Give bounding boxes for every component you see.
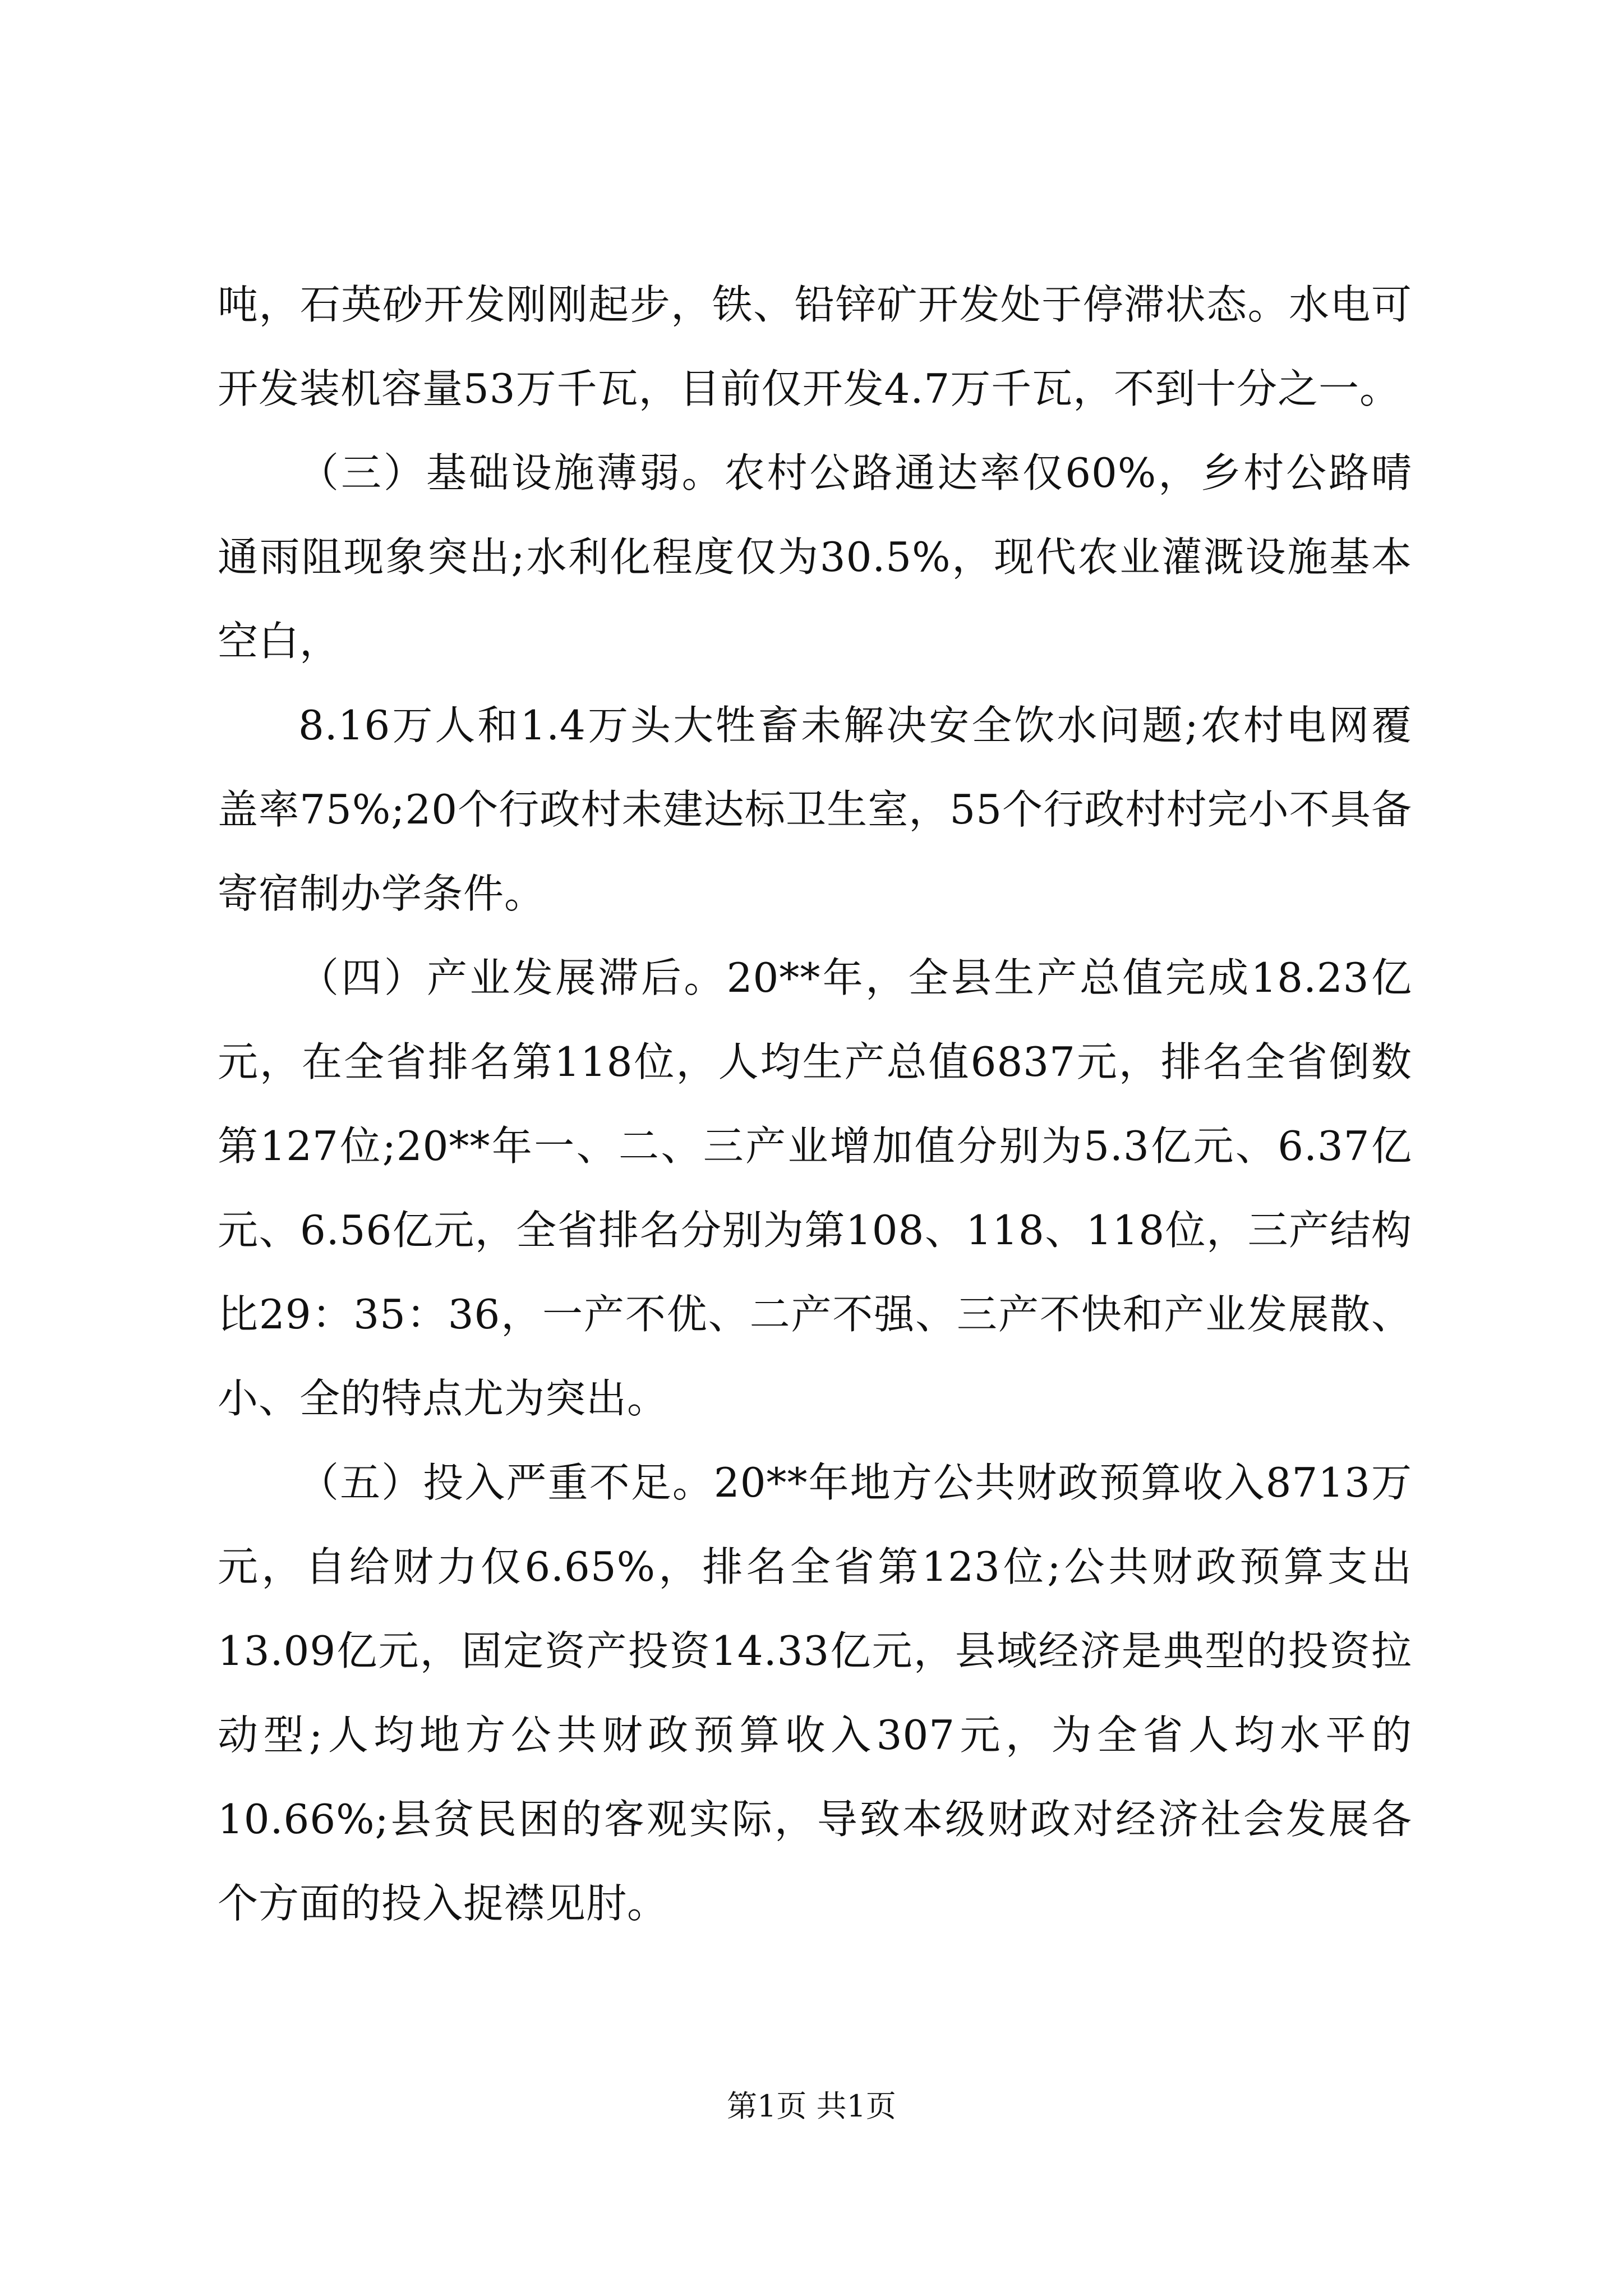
- document-body: [218, 263, 1412, 1945]
- paragraph-5: （五）投入严重不足。20**年地方公共财政预算收入8713万元，自给财力仅6.65%，排名全省第123位;公共财政预算支出13.09亿元，固定资产投资14.33亿元，县域经济是典型的投资拉动型;人均地方公共财政预算收入307元，为全省人均水平的10.66%;县贫民困的客观实际，导致本级财政对经济社会发展各个方面的投入捉襟见肘。: [218, 1459, 1412, 1927]
- paragraph-4: （四）产业发展滞后。20**年，全县生产总值完成18.23亿元，在全省排名第118位，人均生产总值6837元，排名全省倒数第127位;20**年一、二、三产业增加值分别为5.3亿元、6.37亿元、6.56亿元，全省排名分别为第108、118、118位，三产结构比29：35：36，一产不优、二产不强、三产不快和产业发展散、小、全的特点尤为突出。: [218, 954, 1412, 1422]
- paragraph-2: （三）基础设施薄弱。农村公路通达率仅60%，乡村公路晴通雨阻现象突出;水利化程度仅为30.5%，现代农业灌溉设施基本空白，: [218, 449, 1412, 665]
- page-footer: [0, 2084, 1623, 2129]
- paragraph-3: 8.16万人和1.4万头大牲畜未解决安全饮水问题;农村电网覆盖率75%;20个行政村未建达标卫生室，55个行政村村完小不具备寄宿制办学条件。: [218, 702, 1412, 917]
- paragraph-1: 吨，石英砂开发刚刚起步，铁、铅锌矿开发处于停滞状态。水电可开发装机容量53万千瓦，目前仅开发4.7万千瓦，不到十分之一。: [218, 281, 1412, 412]
- page-number-label: 第1页 共1页: [727, 2088, 896, 2124]
